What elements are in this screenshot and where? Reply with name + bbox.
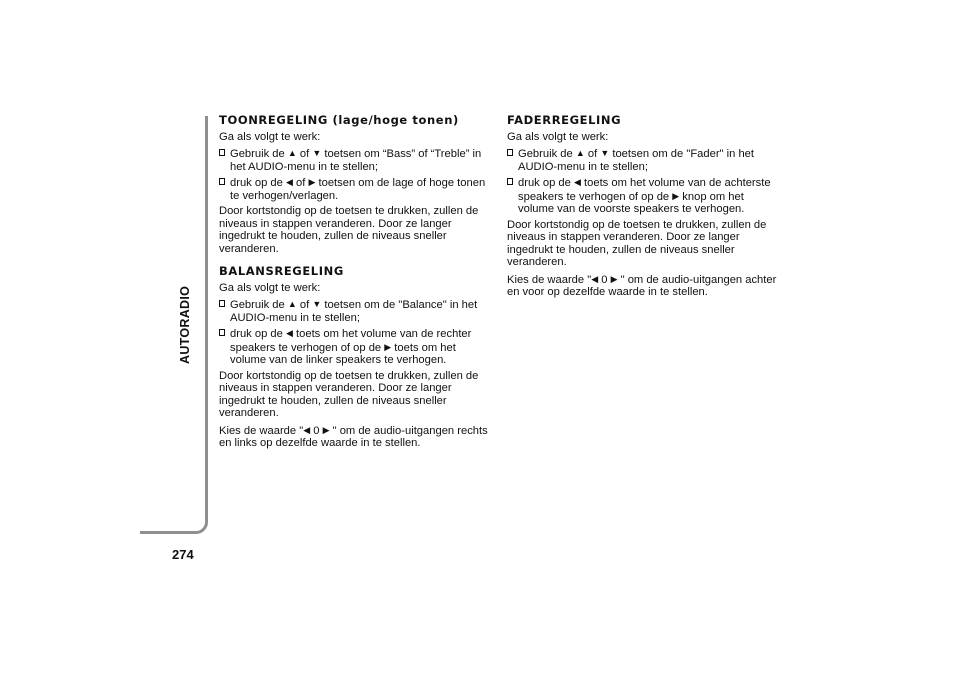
bullet-item: druk op de ◀ toets om het volume van de rechter speakers te verhogen of op de ▶ toets om het volume van de linker speakers te verhogen. — [219, 327, 491, 367]
checkbox-bullet-icon — [219, 300, 225, 307]
intro-text: Ga als volgt te werk: — [219, 130, 321, 143]
heading-toonregeling: TOONREGELING (lage/hoge tonen) — [219, 113, 459, 127]
arrow-down-icon: ▼ — [312, 299, 322, 309]
arrow-right-icon: ▶ — [610, 273, 618, 284]
intro-text: Ga als volgt te werk: — [219, 281, 321, 294]
checkbox-bullet-icon — [219, 178, 225, 185]
arrow-left-icon: ◀ — [285, 177, 293, 187]
heading-balansregeling: BALANSREGELING — [219, 264, 344, 278]
body-paragraph: Door kortstondig op de toetsen te drukken, zullen de niveaus in stappen veranderen. Door ze langer ingedrukt te houden, zullen de niveaus sneller veranderen. — [219, 205, 479, 255]
arrow-up-icon: ▲ — [287, 299, 297, 309]
arrow-down-icon: ▼ — [600, 148, 610, 158]
heading-faderregeling: FADERREGELING — [507, 113, 622, 127]
body-paragraph: Kies de waarde "◀ 0 ▶ " om de audio-uitgangen achter en voor op dezelfde waarde in te stellen. — [507, 273, 777, 298]
arrow-right-icon: ▶ — [322, 424, 330, 435]
left-column — [219, 114, 491, 454]
right-column — [507, 114, 779, 303]
arrow-left-icon: ◀ — [591, 273, 599, 284]
arrow-up-icon: ▲ — [287, 148, 297, 158]
checkbox-bullet-icon — [219, 149, 225, 156]
arrow-right-icon: ▶ — [308, 177, 316, 187]
checkbox-bullet-icon — [219, 329, 225, 336]
body-paragraph: Door kortstondig op de toetsen te drukken, zullen de niveaus in stappen veranderen. Door ze langer ingedrukt te houden, zullen de niveaus sneller veranderen. — [507, 218, 767, 268]
checkbox-bullet-icon — [507, 149, 513, 156]
checkbox-bullet-icon — [507, 178, 513, 185]
body-paragraph: Door kortstondig op de toetsen te drukken, zullen de niveaus in stappen veranderen. Door ze langer ingedrukt te houden, zullen de niveaus sneller veranderen. — [219, 369, 479, 419]
arrow-left-icon: ◀ — [573, 177, 581, 187]
page-number: 274 — [172, 547, 194, 562]
bullet-item: Gebruik de ▲ of ▼ toetsen om de "Balance" in het AUDIO-menu in te stellen; — [219, 298, 491, 324]
arrow-left-icon: ◀ — [285, 328, 293, 338]
arrow-down-icon: ▼ — [312, 148, 322, 158]
bullet-item: druk op de ◀ toets om het volume van de achterste speakers te verhogen of op de ▶ knop om het volume van de voorste speakers te verhogen. — [507, 176, 779, 216]
arrow-right-icon: ▶ — [384, 341, 392, 352]
page-frame — [140, 116, 208, 534]
bullet-item: Gebruik de ▲ of ▼ toetsen om “Bass” of “Treble” in het AUDIO-menu in te stellen; — [219, 147, 491, 173]
section-label: AUTORADIO — [178, 285, 192, 364]
arrow-left-icon: ◀ — [303, 424, 311, 435]
bullet-item: druk op de ◀ of ▶ toetsen om de lage of hoge tonen te verhogen/verlagen. — [219, 176, 491, 202]
arrow-right-icon: ▶ — [672, 190, 680, 201]
arrow-up-icon: ▲ — [575, 148, 585, 158]
bullet-item: Gebruik de ▲ of ▼ toetsen om de "Fader" in het AUDIO-menu in te stellen; — [507, 147, 779, 173]
body-paragraph: Kies de waarde "◀ 0 ▶ " om de audio-uitgangen rechts en links op dezelfde waarde in te stellen. — [219, 424, 488, 449]
intro-text: Ga als volgt te werk: — [507, 130, 609, 143]
